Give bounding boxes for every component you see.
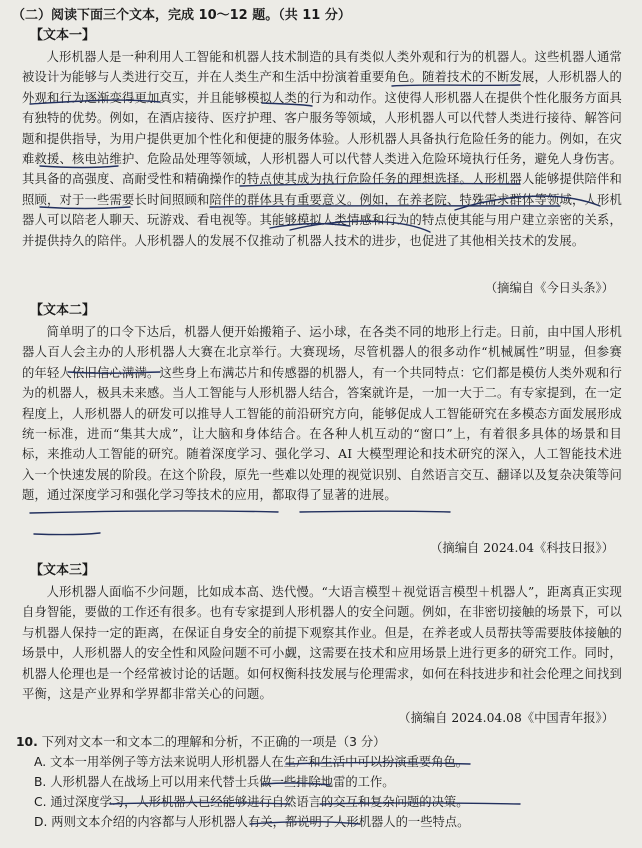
ink-underline [34,533,100,535]
text1-body: 人形机器人是一种利用人工智能和机器人技术制造的具有类似人类外观和行为的机器人。这些机器人通常被设计为能够与人类进行交互，并在人类生产和生活中扮演着重要角色。随着技术的不断发展，人形机器人的外观和行为逐渐变得更加真实，并且能够模拟人类的行为和动作。这使得人形机器人在提供个性化服务方面具有独特的优势。例如，在酒店接待、医疗护理、客户服务等领域，人形机器人可以代替人类进行接待、解答问题和提供指导，为用户提供更加个性化和便捷的服务体验。人形机器人具备执行危险任务的能力。例如，在灾难救援、核电站维护、危险品处理等领域，人形机器人可以代替人类进入危险环境执行任务，避免人身伤害。其具备的高强度、高耐受性和精确操作的特点使其成为执行危险任务的理想选择。人形机器人能够提供陪伴和照顾，对于一些需要长时间照顾和陪伴的群体具有重要意义。例如，在养老院、特殊需求群体等领域，人形机器人可以陪老人聊天、玩游戏、看电视等。其能够模拟人类情感和行为的特点使其能与用户建立亲密的关系，并提供持久的陪伴。人形机器人的发展不仅推动了机器人技术的进步，也促进了其他相关技术的发展。 [22,50,622,248]
text3-title: 【文本三】 [30,563,96,578]
text1-title: 【文本一】 [30,28,96,43]
option-b[interactable]: B. 人形机器人在战场上可以用来代替士兵做一些排除地雷的工作。 [34,775,395,789]
ink-underline [300,511,450,512]
text3-body: 人形机器人面临不少问题，比如成本高、迭代慢。“大语言模型＋视觉语言模型＋机器人”，距离真正实现自身智能，要做的工作还有很多。也有专家提到人形机器人的安全问题。例如，在非密切接触的场景下，可以与机器人保持一定的距离，在保证自身安全的前提下观察其作业。但是，在养老或人员帮扶等需要肢体接触的场景中，人形机器人的安全性和风险问题不可小觑，这需要在技术和应用场景上进行更多的研究工作。同时，机器人伦理也是一个经常被讨论的话题。如何权衡科技发展与伦理需求，如何在科技进步和社会伦理之间找到平衡，这是产业界和学界都非常关心的问题。 [22,585,622,702]
option-c[interactable]: C. 通过深度学习，人形机器人已经能够进行自然语言的交互和复杂问题的决策。 [34,795,469,809]
text1-source: （摘编自《今日头条》） [484,281,614,295]
option-a[interactable]: A. 文本一用举例子等方法来说明人形机器人在生产和生活中可以扮演重要角色。 [34,755,469,769]
text2-title: 【文本二】 [30,303,96,318]
text2-source: （摘编自 2024.04《科技日报》） [430,541,614,555]
question-text: 下列对文本一和文本二的理解和分析，不正确的一项是（3 分） [41,735,386,749]
text3-source: （摘编自 2024.04.08《中国青年报》） [398,711,614,725]
option-d[interactable]: D. 两则文本介绍的内容都与人形机器人有关，都说明了人形机器人的一些特点。 [34,815,470,829]
question-number: 10. [16,735,38,749]
question-10-stem [16,732,626,752]
section-header: （二）阅读下面三个文本，完成 10～12 题。（共 11 分） [12,8,351,23]
text2-body: 简单明了的口令下达后，机器人便开始搬箱子、运小球，在各类不同的地形上行走。日前，由中国人形机器人百人会主办的人形机器人大赛在北京举行。大赛现场，尽管机器人的很多动作“机械属性”明显，但参赛的年轻人依旧信心满满。这些身上布满芯片和传感器的机器人，有一个共同特点：它们都是模仿人类外观和行为的机器人，极具未来感。当人工智能与人形机器人结合，答案就许是，一加一大于二。有专家提到，在一定程度上，人形机器人的研发可以推导人工智能的前沿研究方向，能够促成人工智能研究在多模态方面发展形成统一标准，进而“集其大成”，让大脑和身体结合。在各种人机互动的“窗口”上，有着很多具体的场景和目标，来推动人工智能的研究。随着深度学习、强化学习、AI 大模型理论和技术研究的深入，人工智能技术进入一个快速发展的阶段。在这个阶段，原先一些难以处理的视觉识别、自然语言交互、翻译以及复杂决策等问题，通过深度学习和强化学习等技术的应用，都取得了显著的进展。 [22,325,622,503]
ink-underline [30,511,278,513]
